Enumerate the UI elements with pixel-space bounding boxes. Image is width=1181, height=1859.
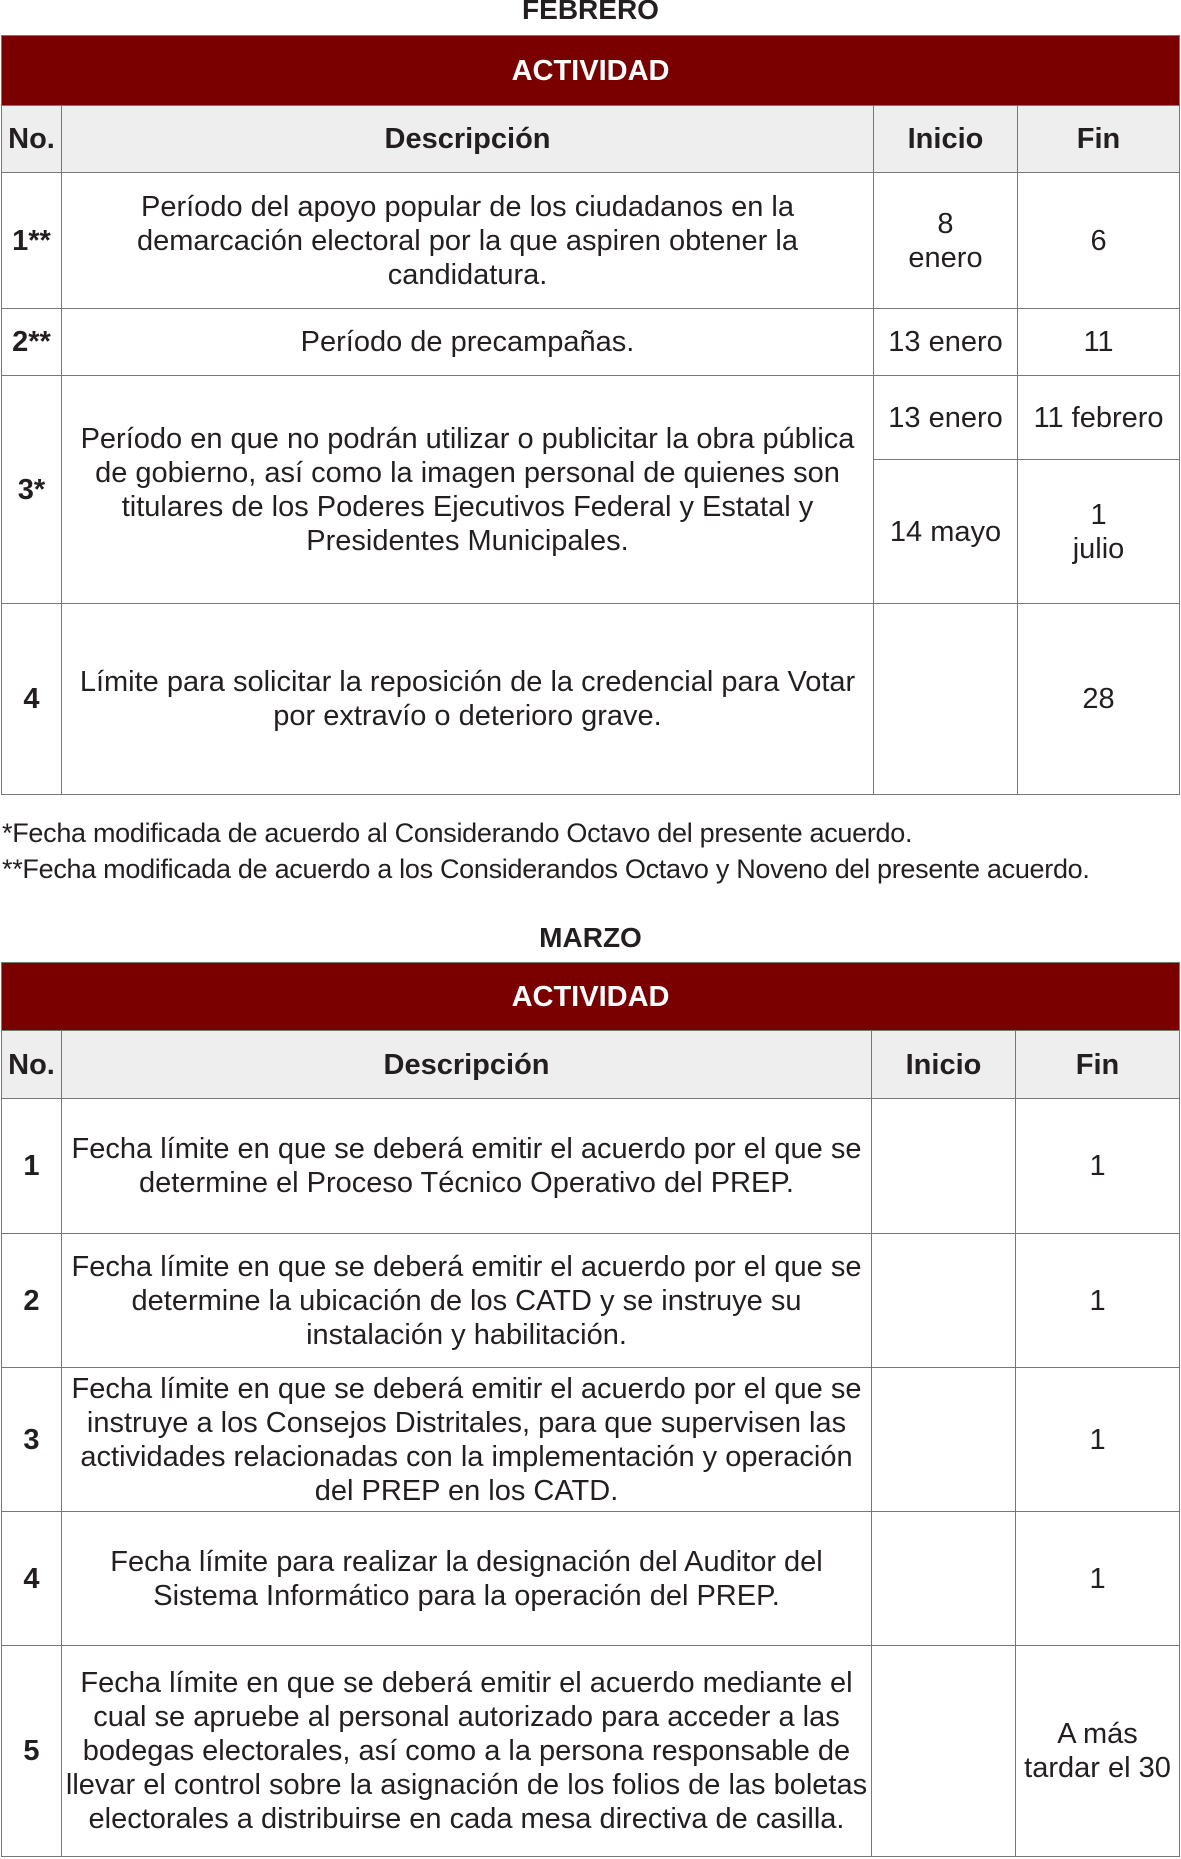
row-number: 4 [2, 1512, 62, 1646]
row-number: 3 [2, 1368, 62, 1512]
section-title-marzo: MARZO [539, 922, 642, 953]
marzo-activity-table [1, 962, 1180, 1857]
row-number: 4 [2, 604, 62, 795]
row-fin: 1 [1016, 1368, 1180, 1512]
row-fin-line: A más [1057, 1718, 1138, 1750]
row-inicio-month: enero [908, 241, 983, 274]
table-row [2, 1234, 1180, 1368]
febrero-activity-table [1, 35, 1180, 795]
row-inicio [874, 604, 1018, 795]
col-header-inicio: Inicio [872, 1031, 1016, 1099]
row-description: Fecha límite en que se deberá emitir el acuerdo mediante el cual se apruebe al personal autorizado para acceder a las bodegas electorales, así como a la persona responsable de llevar el control sobre la asignación de los folios de las boletas electorales a distribuirse en cada mesa directiva de casilla. [62, 1646, 872, 1857]
col-header-fin: Fin [1016, 1031, 1180, 1099]
row-description: Límite para solicitar la reposición de la credencial para Votar por extravío o deterioro grave. [62, 604, 874, 795]
row-inicio [872, 1368, 1016, 1512]
row-inicio [872, 1512, 1016, 1646]
row-inicio-1: 13 enero [874, 376, 1018, 460]
row-description: Fecha límite en que se deberá emitir el acuerdo por el que se instruye a los Consejos Distritales, para que supervisen las actividades relacionadas con la implementación y operación del PREP en los CATD. [62, 1368, 872, 1512]
row-fin: 1 [1016, 1512, 1180, 1646]
col-header-descripcion: Descripción [62, 106, 874, 173]
row-number: 5 [2, 1646, 62, 1857]
section-title-febrero: FEBRERO [522, 0, 659, 25]
table-row [2, 1646, 1180, 1857]
row-description: Período del apoyo popular de los ciudadanos en la demarcación electoral por la que aspiren obtener la candidatura. [62, 173, 874, 309]
row-inicio: 13 enero [874, 309, 1018, 376]
row-fin-1: 11 febrero [1018, 376, 1180, 460]
row-description: Fecha límite en que se deberá emitir el acuerdo por el que se determine el Proceso Técnico Operativo del PREP. [62, 1099, 872, 1234]
row-fin [1016, 1646, 1180, 1857]
row-number: 1 [2, 1099, 62, 1234]
table-row [2, 173, 1180, 309]
row-number: 2 [2, 1234, 62, 1368]
row-fin: 28 [1018, 604, 1180, 795]
table-row [2, 376, 1180, 460]
row-description: Fecha límite en que se deberá emitir el acuerdo por el que se determine la ubicación de los CATD y se instruye su instalación y habilitación. [62, 1234, 872, 1368]
row-fin: 11 [1018, 309, 1180, 376]
col-header-descripcion: Descripción [62, 1031, 872, 1099]
row-fin-2 [1018, 460, 1180, 604]
col-header-no: No. [2, 106, 62, 173]
row-fin-line: tardar el 30 [1024, 1752, 1171, 1784]
footnote: *Fecha modificada de acuerdo al Considerando Octavo del presente acuerdo. [2, 818, 913, 848]
febrero-footnotes [2, 815, 1180, 887]
row-fin-month: julio [1072, 532, 1125, 565]
activity-header: ACTIVIDAD [2, 963, 1180, 1031]
row-description: Fecha límite para realizar la designación del Auditor del Sistema Informático para la operación del PREP. [62, 1512, 872, 1646]
table-row [2, 309, 1180, 376]
row-number: 2** [2, 309, 62, 376]
table-row [2, 604, 1180, 795]
row-inicio [874, 173, 1018, 309]
row-inicio [872, 1099, 1016, 1234]
row-fin: 1 [1016, 1099, 1180, 1234]
row-fin: 6 [1018, 173, 1180, 309]
row-inicio [872, 1646, 1016, 1857]
row-fin-day: 1 [1090, 498, 1107, 531]
row-inicio-2: 14 mayo [874, 460, 1018, 604]
row-description: Período de precampañas. [62, 309, 874, 376]
table-row [2, 1512, 1180, 1646]
col-header-no: No. [2, 1031, 62, 1099]
activity-header: ACTIVIDAD [2, 36, 1180, 106]
footnote: **Fecha modificada de acuerdo a los Considerandos Octavo y Noveno del presente acuerdo. [2, 854, 1090, 884]
table-row [2, 1099, 1180, 1234]
row-description: Período en que no podrán utilizar o publicitar la obra pública de gobierno, así como la imagen personal de quienes son titulares de los Poderes Ejecutivos Federal y Estatal y Presidentes Municipales. [62, 376, 874, 604]
row-fin: 1 [1016, 1234, 1180, 1368]
row-inicio-day: 8 [937, 207, 954, 240]
row-number: 1** [2, 173, 62, 309]
col-header-inicio: Inicio [874, 106, 1018, 173]
col-header-fin: Fin [1018, 106, 1180, 173]
table-row [2, 1368, 1180, 1512]
row-inicio [872, 1234, 1016, 1368]
row-number: 3* [2, 376, 62, 604]
